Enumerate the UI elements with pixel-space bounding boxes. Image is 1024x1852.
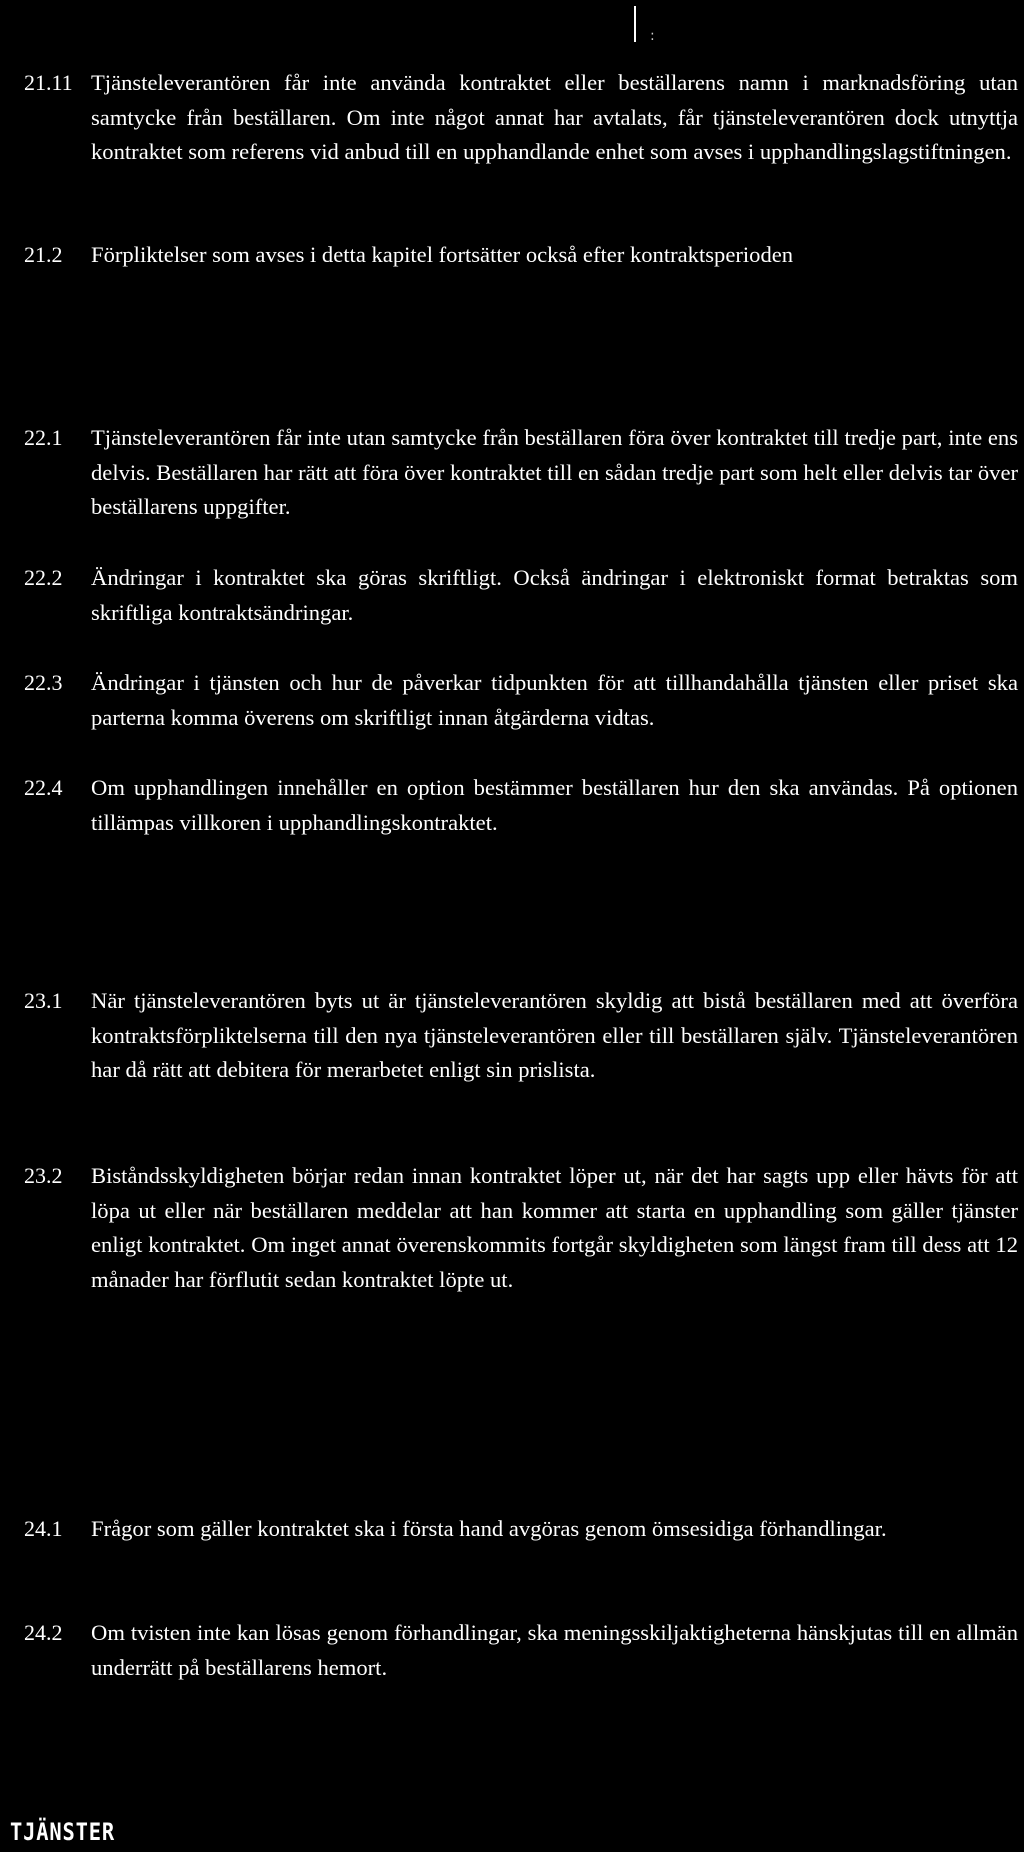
scan-mark — [634, 6, 636, 42]
clause-number: 24.1 — [24, 1516, 63, 1541]
clause-number: 22.4 — [24, 775, 63, 800]
clause-text: Om tvisten inte kan lösas genom förhandlingar, ska meningsskiljaktigheterna hänskjutas till en allmän underrätt på beställarens hemort. — [91, 1620, 1018, 1680]
clause-number: 22.2 — [24, 565, 63, 590]
clause-number: 22.3 — [24, 670, 63, 695]
clause-text: Tjänsteleverantören får inte utan samtycke från beställaren föra över kontraktet till tredje part, inte ens delvis. Beställaren har rätt att föra över kontraktet till en sådan tredje part som helt eller delvis tar över beställarens uppgifter. — [91, 425, 1018, 519]
clause-number: 21.2 — [24, 242, 63, 267]
clause-text: Förpliktelser som avses i detta kapitel fortsätter också efter kontraktsperioden — [91, 242, 794, 267]
footer-label: TJÄNSTER — [10, 1818, 116, 1846]
clause-text: Om upphandlingen innehåller en option bestämmer beställaren hur den ska användas. På optionen tillämpas villkoren i upphandlingskontraktet. — [91, 775, 1018, 835]
clause-number: 23.1 — [24, 988, 63, 1013]
clause-number: 24.2 — [24, 1620, 63, 1645]
clause-number: 23.2 — [24, 1163, 63, 1188]
clause-number: 21.11 — [24, 70, 73, 95]
clause-text: Ändringar i tjänsten och hur de påverkar tidpunkten för att tillhandahålla tjänsten eller priset ska parterna komma överens om skriftligt innan åtgärderna vidtas. — [91, 670, 1018, 730]
clause-number: 22.1 — [24, 425, 63, 450]
clause-text: Frågor som gäller kontraktet ska i första hand avgöras genom ömsesidiga förhandlingar. — [91, 1516, 887, 1541]
clause-text: Biståndsskyldigheten börjar redan innan kontraktet löper ut, när det har sagts upp eller hävts för att löpa ut eller när beställaren meddelar att han kommer att starta en upphandling som gäller tjänster enligt kontraktet. Om inget annat överenskommits fortgår skyldigheten som längst fram till dess att 12 månader har förflutit sedan kontraktet löpte ut. — [91, 1163, 1018, 1292]
clause-text: När tjänsteleverantören byts ut är tjänsteleverantören skyldig att bistå beställaren med att överföra kontraktsförpliktelserna till den nya tjänsteleverantören eller till beställaren själv. Tjänsteleverantören har då rätt att debitera för merarbetet enligt sin prislista. — [91, 988, 1018, 1082]
scan-dots: : — [650, 28, 655, 44]
clause-text: Ändringar i kontraktet ska göras skriftligt. Också ändringar i elektroniskt format betraktas som skriftliga kontraktsändringar. — [91, 565, 1018, 625]
clause-text: Tjänsteleverantören får inte använda kontraktet eller beställarens namn i marknadsföring utan samtycke från beställaren. Om inte något annat har avtalats, får tjänsteleverantören dock utnyttja kontraktet som referens vid anbud till en upphandlande enhet som avses i upphandlingslagstiftningen. — [91, 70, 1018, 164]
